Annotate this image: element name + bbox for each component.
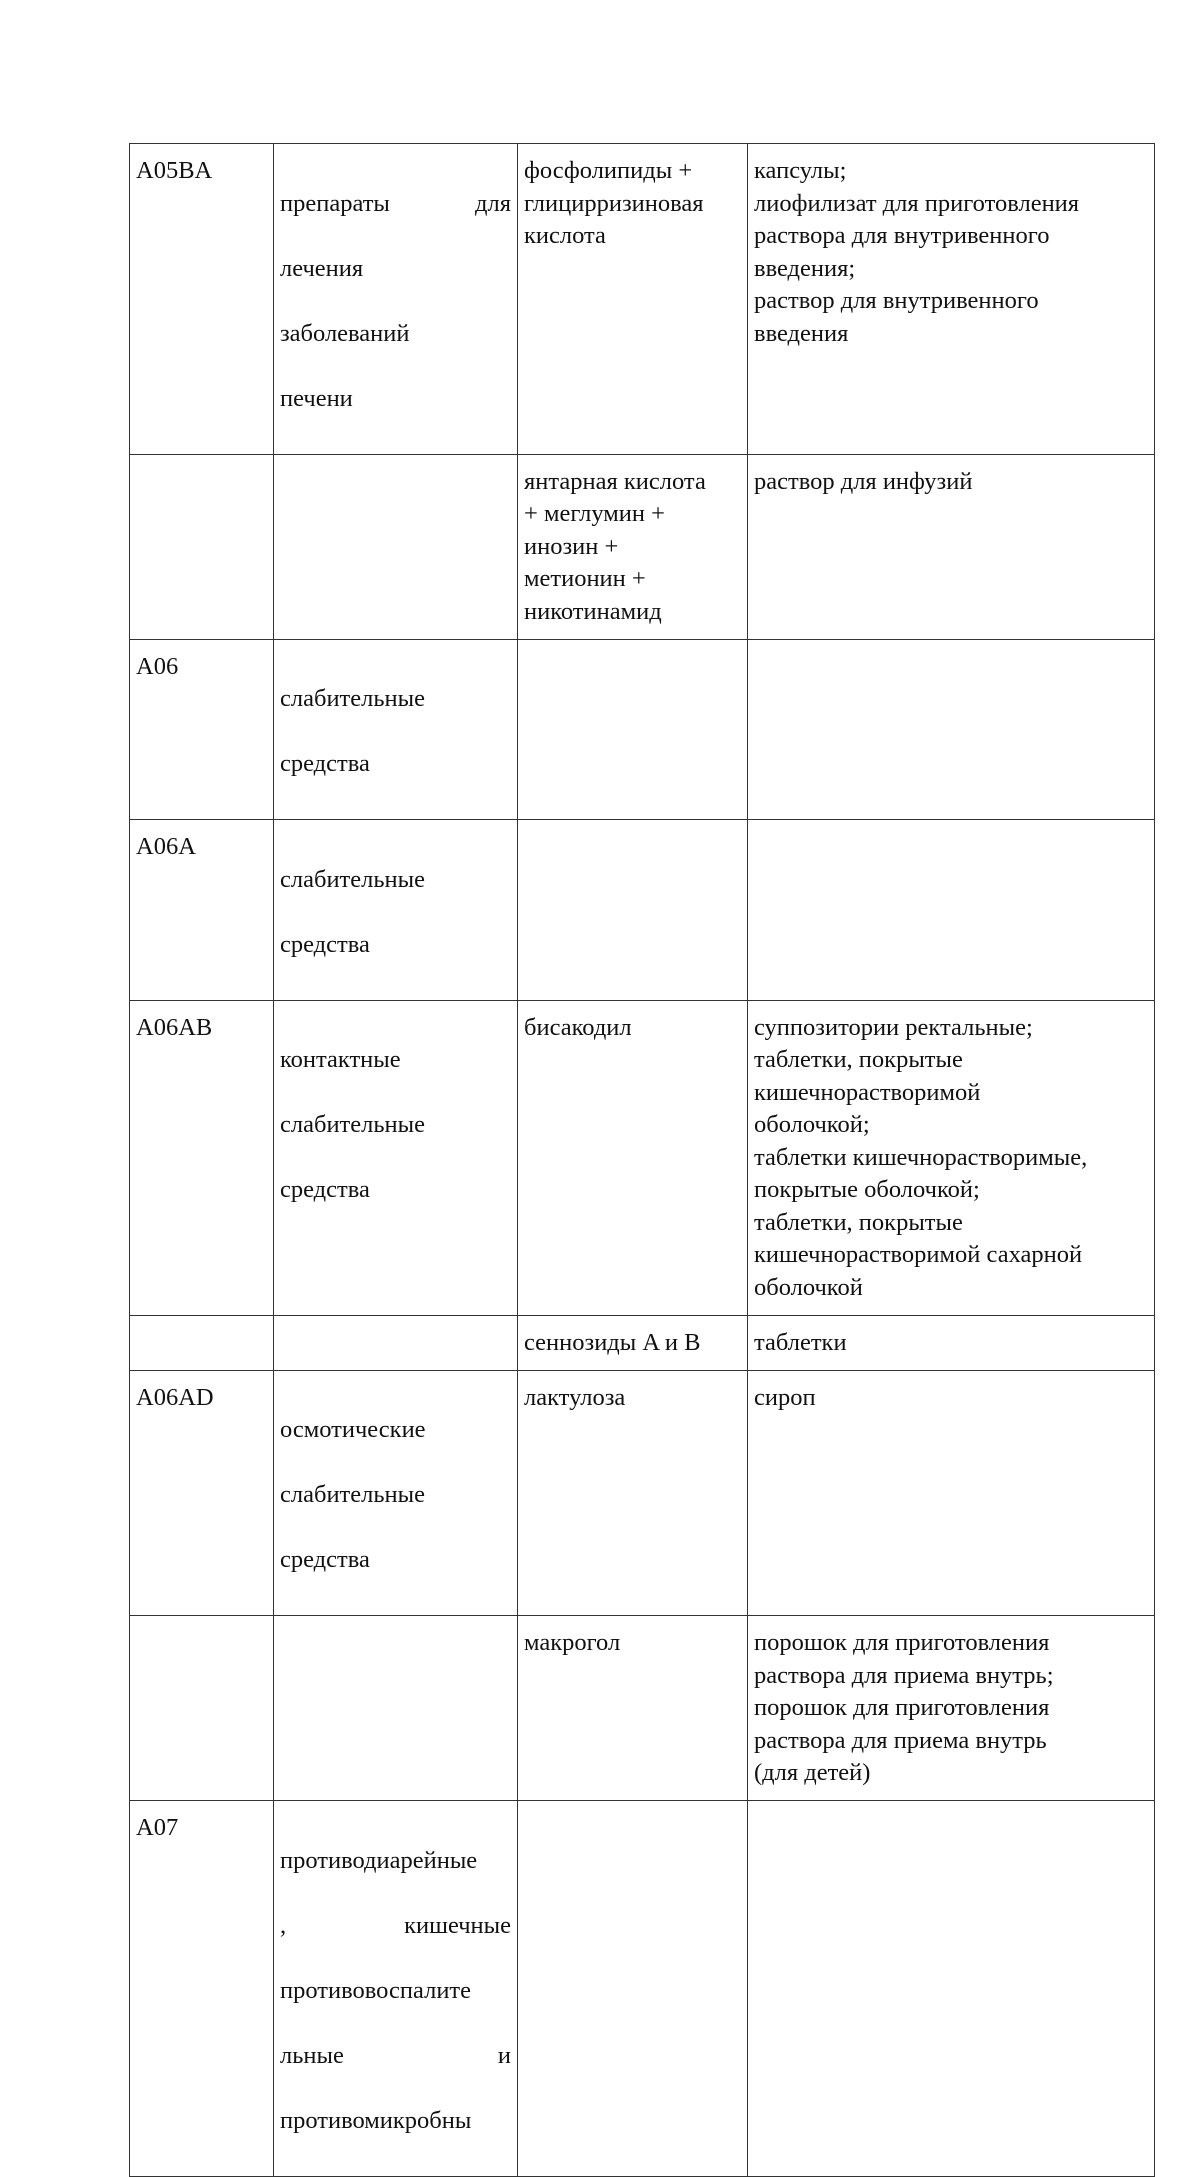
- dosage-forms-cell: суппозитории ректальные; таблетки, покрытые кишечнорастворимой оболочкой; таблетки кишечнорастворимые, покрытые оболочкой; таблетки, покрытые кишечнорастворимой сахарной оболочкой: [748, 1000, 1155, 1315]
- atc-code-cell: [130, 1616, 274, 1801]
- group-line: средства: [280, 1176, 370, 1203]
- dosage-forms-cell: сироп: [748, 1370, 1155, 1616]
- group-line: противовоспалите: [280, 1976, 472, 2004]
- group-line: средства: [280, 1546, 370, 1573]
- table-row: [130, 820, 1155, 1001]
- active-substance-cell: янтарная кислота + меглумин + инозин + метионин + никотинамид: [518, 454, 748, 639]
- active-substance-cell: макрогол: [518, 1616, 748, 1801]
- table-row: [130, 1801, 1155, 2177]
- group-line: слабительные: [280, 685, 425, 712]
- atc-code-cell: A07: [130, 1801, 274, 2177]
- table-row: [130, 639, 1155, 820]
- dosage-forms-cell: [748, 639, 1155, 820]
- dosage-forms-cell: таблетки: [748, 1315, 1155, 1370]
- active-substance-cell: бисакодил: [518, 1000, 748, 1315]
- pharmacological-group-cell: [274, 639, 518, 820]
- atc-code-cell: A06A: [130, 820, 274, 1001]
- group-line: противодиарейные: [280, 1846, 478, 1874]
- group-line: печени: [280, 384, 353, 412]
- group-line: средства: [280, 750, 370, 777]
- group-line: препараты для: [280, 189, 511, 217]
- group-line: заболеваний: [280, 319, 410, 347]
- table-row: [130, 1000, 1155, 1315]
- pharmacological-group-cell: [274, 454, 518, 639]
- pharmacological-group-cell: [274, 144, 518, 455]
- table-row: [130, 1315, 1155, 1370]
- table-row: [130, 1370, 1155, 1616]
- pharmacological-group-cell: [274, 1370, 518, 1616]
- table-row: [130, 144, 1155, 455]
- group-line: , кишечные: [280, 1911, 511, 1939]
- atc-code-cell: A06AD: [130, 1370, 274, 1616]
- group-line: слабительные: [280, 1481, 425, 1508]
- table-row: [130, 1616, 1155, 1801]
- atc-code-cell: [130, 1315, 274, 1370]
- group-line: слабительные: [280, 865, 425, 893]
- group-line: лечения: [280, 254, 364, 282]
- dosage-forms-cell: порошок для приготовления раствора для приема внутрь; порошок для приготовления раствора для приема внутрь (для детей): [748, 1616, 1155, 1801]
- group-line: льные и: [280, 2041, 511, 2069]
- group-line: средства: [280, 930, 370, 958]
- atc-code-cell: A06AB: [130, 1000, 274, 1315]
- atc-code-cell: A05BA: [130, 144, 274, 455]
- active-substance-cell: сеннозиды A и B: [518, 1315, 748, 1370]
- dosage-forms-cell: раствор для инфузий: [748, 454, 1155, 639]
- table-row: [130, 454, 1155, 639]
- medication-table: [129, 143, 1155, 2177]
- pharmacological-group-cell: [274, 1801, 518, 2177]
- group-line: слабительные: [280, 1111, 425, 1138]
- active-substance-cell: лактулоза: [518, 1370, 748, 1616]
- dosage-forms-cell: [748, 820, 1155, 1001]
- pharmacological-group-cell: [274, 1616, 518, 1801]
- pharmacological-group-cell: [274, 820, 518, 1001]
- atc-code-cell: [130, 454, 274, 639]
- active-substance-cell: фосфолипиды + глицирризиновая кислота: [518, 144, 748, 455]
- dosage-forms-cell: [748, 1801, 1155, 2177]
- pharmacological-group-cell: [274, 1000, 518, 1315]
- active-substance-cell: [518, 820, 748, 1001]
- dosage-forms-cell: капсулы; лиофилизат для приготовления раствора для внутривенного введения; раствор для внутривенного введения: [748, 144, 1155, 455]
- group-line: контактные: [280, 1046, 401, 1073]
- atc-code-cell: A06: [130, 639, 274, 820]
- active-substance-cell: [518, 639, 748, 820]
- active-substance-cell: [518, 1801, 748, 2177]
- pharmacological-group-cell: [274, 1315, 518, 1370]
- group-line: противомикробны: [280, 2106, 472, 2134]
- group-line: осмотические: [280, 1416, 426, 1443]
